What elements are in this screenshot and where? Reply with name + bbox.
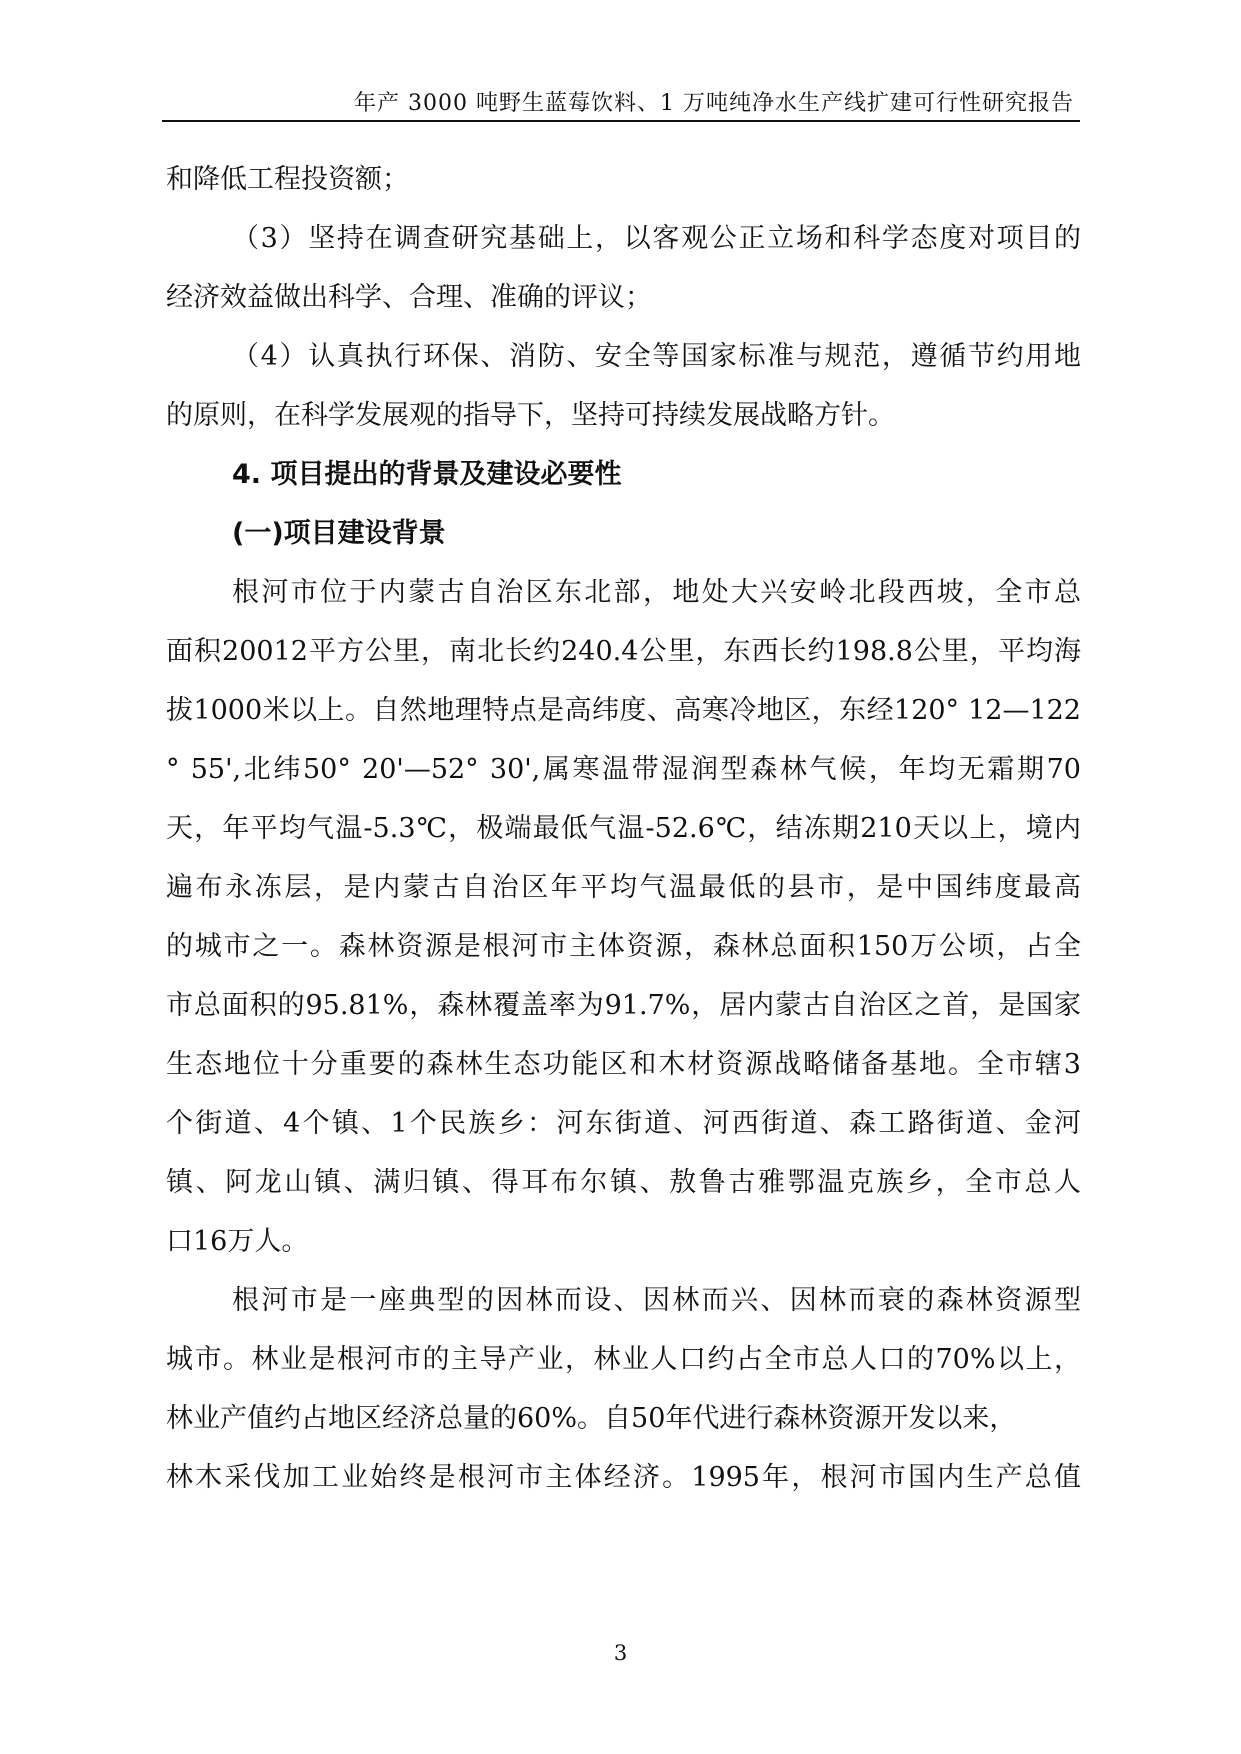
text-line: 林木采伐加工业始终是根河市主体经济。1995年，根河市国内生产总值 [166,1462,1081,1493]
text-line: 和降低工程投资额； [166,164,409,195]
text-line: 的城市之一。森林资源是根河市主体资源，森林总面积150万公顷，占全 [166,931,1081,962]
page-number: 3 [613,1641,628,1665]
text-line: 根河市是一座典型的因林而设、因林而兴、因林而衰的森林资源型 [232,1285,1081,1316]
text-line: 城市。林业是根河市的主导产业，林业人口约占全市总人口的70%以上， [166,1344,1081,1375]
header-title: 年产 3000 吨野生蓝莓饮料、1 万吨纯净水生产线扩建可行性研究报告 [354,91,1074,116]
text-line: 个街道、4个镇、1个民族乡：河东街道、河西街道、森工路街道、金河 [166,1108,1081,1139]
section-heading: 4. 项目提出的背景及建设必要性 [232,459,622,490]
text-line: ° 55',北纬50° 20'—52° 30',属寒温带湿润型森林气候，年均无霜期70 [166,754,1081,785]
text-line: 林业产值约占地区经济总量的60%。自50年代进行森林资源开发以来， [166,1403,1017,1434]
text-line: 的原则，在科学发展观的指导下，坚持可持续发展战略方针。 [166,400,895,431]
text-line: 拔1000米以上。自然地理特点是高纬度、高寒冷地区，东经120° 12—122 [166,695,1081,726]
text-line: 镇、阿龙山镇、满归镇、得耳布尔镇、敖鲁古雅鄂温克族乡，全市总人 [166,1167,1081,1198]
text-line: （4）认真执行环保、消防、安全等国家标准与规范，遵循节约用地 [232,341,1081,372]
text-line: 市总面积的95.81%，森林覆盖率为91.7%，居内蒙古自治区之首，是国家 [166,990,1081,1021]
text-line: 面积20012平方公里，南北长约240.4公里，东西长约198.8公里，平均海 [166,636,1081,667]
text-line: 天，年平均气温-5.3℃，极端最低气温-52.6℃，结冻期210天以上，境内 [166,813,1081,844]
running-header [162,86,1080,122]
text-line: 根河市位于内蒙古自治区东北部，地处大兴安岭北段西坡，全市总 [232,577,1081,608]
text-line: 生态地位十分重要的森林生态功能区和木材资源战略储备基地。全市辖3 [166,1049,1081,1080]
subsection-heading: (一)项目建设背景 [232,518,446,549]
text-line: 遍布永冻层，是内蒙古自治区年平均气温最低的县市，是中国纬度最高 [166,872,1081,903]
text-line: 口16万人。 [166,1226,309,1257]
text-line: （3）坚持在调查研究基础上，以客观公正立场和科学态度对项目的 [232,223,1081,254]
document-body [166,150,1081,1507]
text-line: 经济效益做出科学、合理、准确的评议； [166,282,652,313]
